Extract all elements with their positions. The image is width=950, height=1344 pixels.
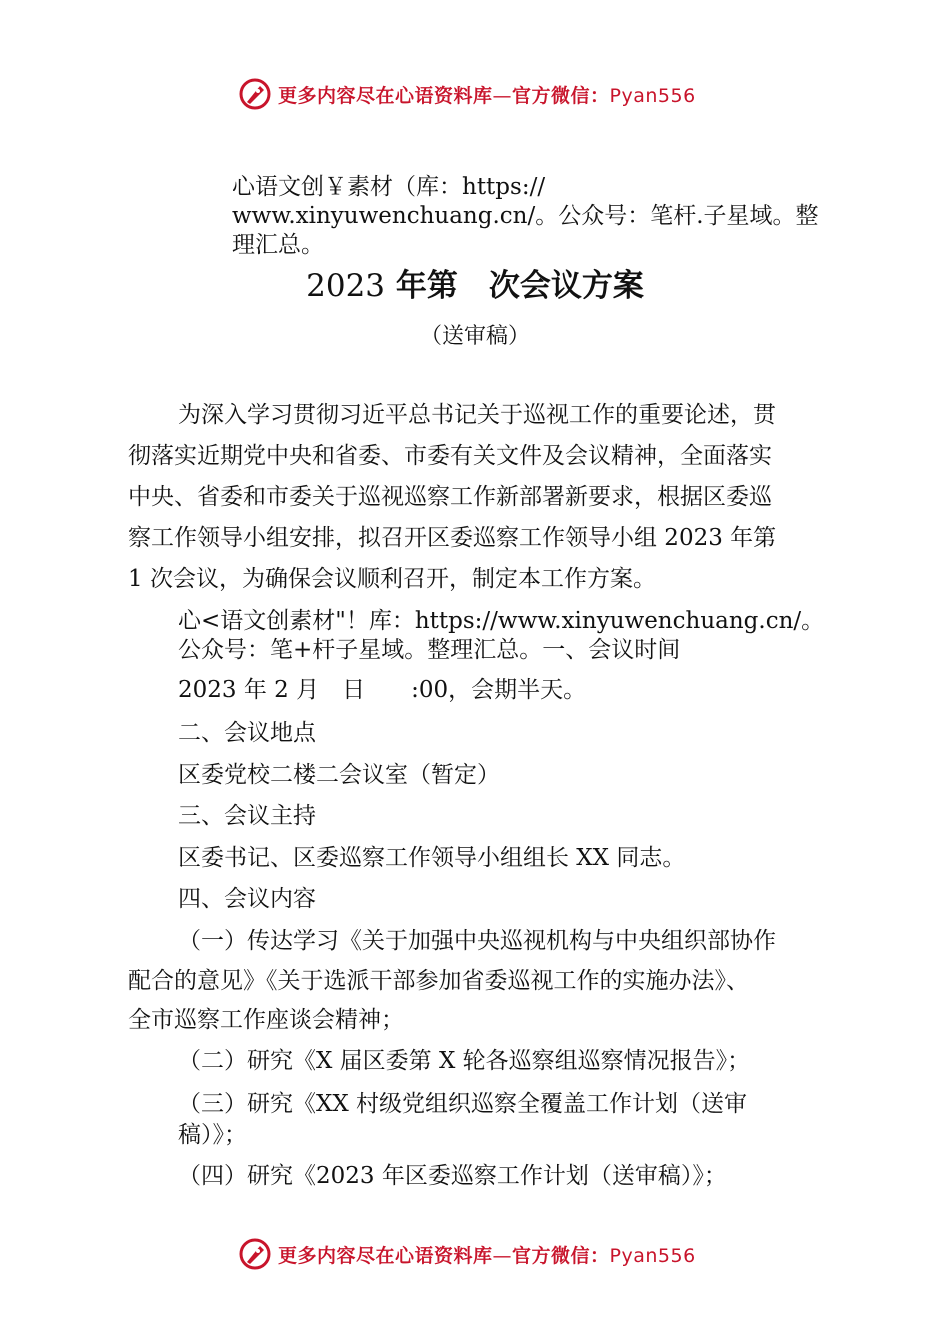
content-item-line: （三）研究《XX 村级党组织巡察全覆盖工作计划（送审: [178, 1091, 748, 1117]
document-title: 2023 年第 次会议方案: [306, 268, 644, 304]
section-heading: 四、会议内容: [178, 886, 316, 912]
paragraph-line: 彻落实近期党中央和省委、市委有关文件及会议精神，全面落实: [128, 443, 772, 469]
source-note-line: 心<语文创素材"！库：https://www.xinyuwenchuang.cn/。: [178, 608, 825, 634]
section-heading: 三、会议主持: [178, 803, 316, 829]
source-note-line: 理汇总。: [232, 232, 324, 258]
meeting-time: 2023 年 2 月 日 :00，会期半天。: [178, 677, 587, 703]
paragraph-line: 1 次会议，为确保会议顺利召开，制定本工作方案。: [128, 566, 656, 592]
content-item-line: （一）传达学习《关于加强中央巡视机构与中央组织部协作: [178, 928, 776, 954]
content-item-line: （四）研究《2023 年区委巡察工作计划（送审稿）》；: [178, 1163, 727, 1189]
paragraph-line: 为深入学习贯彻习近平总书记关于巡视工作的重要论述，贯: [178, 402, 776, 428]
paragraph-line: 中央、省委和市委关于巡视巡察工作新部署新要求，根据区委巡: [128, 484, 772, 510]
section-heading: 二、会议地点: [178, 720, 316, 746]
header-banner: [0, 74, 950, 114]
content-item-line: 稿）》；: [178, 1122, 247, 1148]
meeting-host: 区委书记、区委巡察工作领导小组组长 XX 同志。: [178, 845, 686, 871]
banner-text: 更多内容尽在心语资料库—官方微信：Pyan556: [278, 1244, 696, 1267]
document-subtitle: （送审稿）: [419, 324, 530, 349]
source-note-line: 公众号：笔+杆子星域。整理汇总。一、会议时间: [178, 637, 681, 663]
content-item-line: 配合的意见》《关于选派干部参加省委巡视工作的实施办法》、: [128, 968, 749, 994]
content-item-line: 全市巡察工作座谈会精神；: [128, 1007, 404, 1033]
pen-nib-logo-icon: [238, 1237, 272, 1271]
footer-banner: [0, 1234, 950, 1274]
paragraph-line: 察工作领导小组安排，拟召开区委巡察工作领导小组 2023 年第: [128, 525, 777, 551]
content-item-line: （二）研究《X 届区委第 X 轮各巡察组巡察情况报告》；: [178, 1048, 751, 1074]
pen-nib-logo-icon: [238, 77, 272, 111]
source-note-line: www.xinyuwenchuang.cn/。公众号：笔杆.子星域。整: [232, 203, 819, 229]
meeting-location: 区委党校二楼二会议室（暂定）: [178, 762, 500, 788]
banner-text: 更多内容尽在心语资料库—官方微信：Pyan556: [278, 84, 696, 107]
source-note-line: 心语文创￥素材（库：https://: [232, 174, 546, 200]
